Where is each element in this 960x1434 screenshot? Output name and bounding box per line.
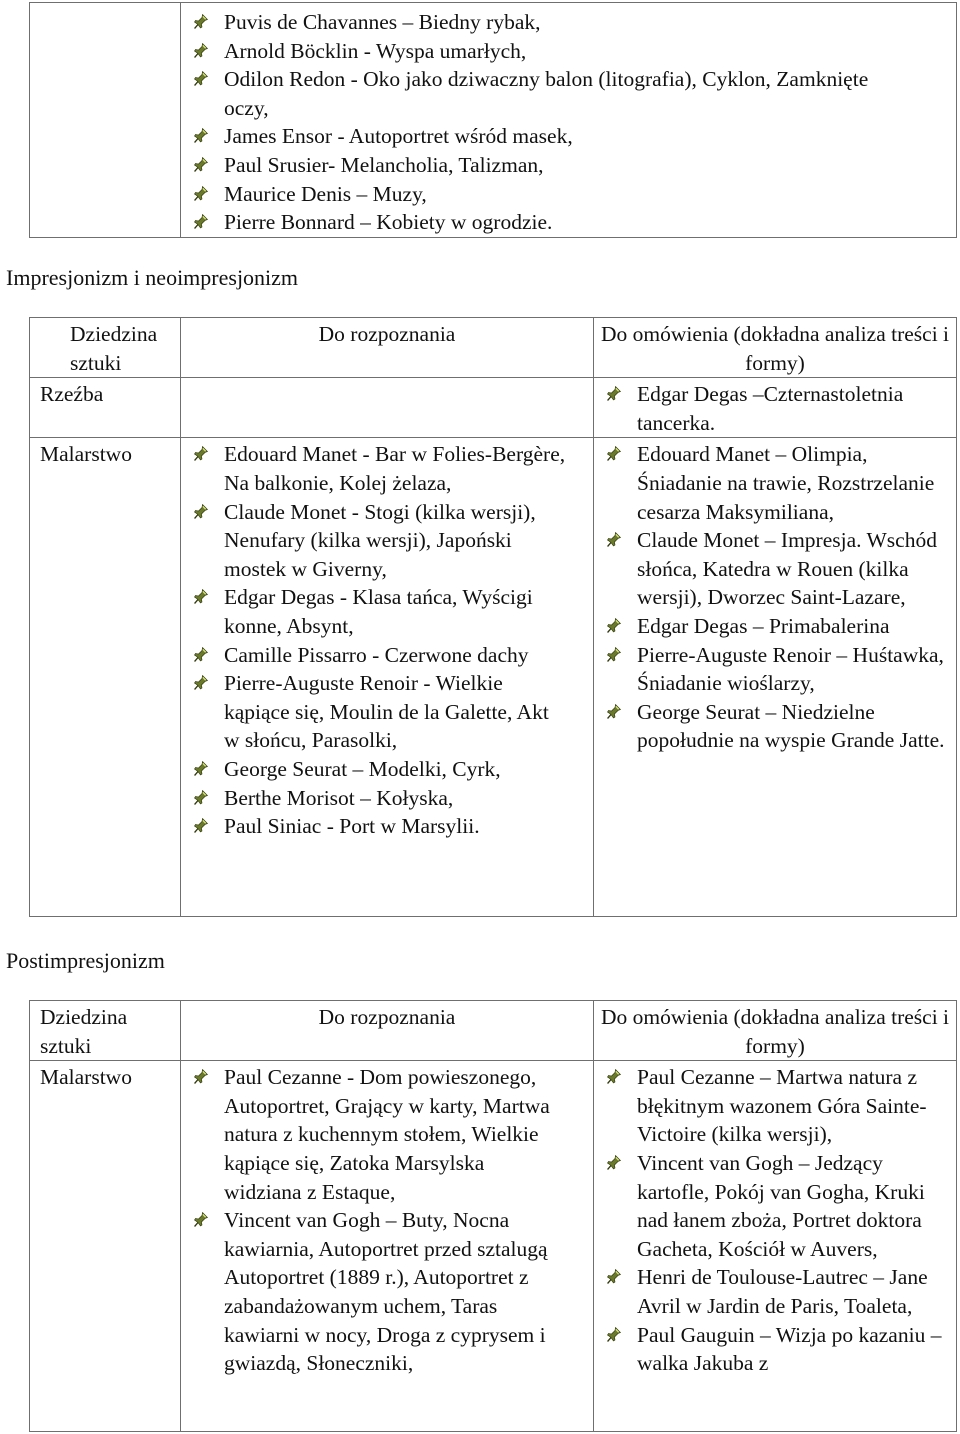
list-item — [181, 180, 906, 209]
pushpin-icon — [607, 1269, 621, 1284]
field-cell — [30, 1061, 181, 1432]
item-text: Odilon Redon - Oko jako dziwaczny balon (litografia), Cyklon, Zamknięte oczy, — [224, 67, 869, 120]
item-text: Claude Monet – Impresja. Wschód słońca, Katedra w Rouen (kilka wersji), Dworzec Saint-Lazare, — [637, 528, 937, 610]
item-text: Pierre-Auguste Renoir - Wielkie kąpiące się, Moulin de la Galette, Akt w słońcu, Parasolki, — [224, 671, 549, 753]
item-text: Camille Pissarro - Czerwone dachy — [224, 642, 529, 667]
item-text: Edgar Degas – Primabalerina — [637, 613, 890, 638]
item-text: Paul Gauguin – Wizja po kazaniu – walka Jakuba z — [637, 1322, 942, 1376]
pushpin-icon — [194, 71, 208, 86]
list-item — [181, 784, 569, 813]
list-item — [181, 37, 906, 66]
header-field-text: Dziedzina sztuki — [70, 322, 158, 375]
list-item — [594, 526, 950, 612]
discuss-cell — [594, 378, 957, 438]
recognize-list — [181, 440, 569, 840]
item-text: Paul Srusier- Melancholia, Talizman, — [224, 152, 544, 177]
pushpin-icon — [607, 386, 621, 401]
list-item — [181, 583, 569, 640]
header-recognize — [181, 1001, 594, 1061]
pushpin-icon — [607, 532, 621, 547]
pushpin-icon — [194, 186, 208, 201]
header-field-text: Dziedzina sztuki — [40, 1005, 128, 1058]
pushpin-icon — [194, 128, 208, 143]
header-recognize — [181, 318, 594, 378]
pushpin-icon — [194, 818, 208, 833]
item-text: Berthe Morisot – Kołyska, — [224, 785, 454, 810]
header-field — [30, 318, 181, 378]
field-cell — [30, 438, 181, 917]
list-item — [181, 641, 569, 670]
top-table-row — [30, 3, 957, 238]
pushpin-icon — [194, 1069, 208, 1084]
field-cell — [30, 378, 181, 438]
item-text: Edgar Degas - Klasa tańca, Wyścigi konne, Absynt, — [224, 585, 533, 638]
pushpin-icon — [607, 618, 621, 633]
list-item — [181, 151, 906, 180]
section-title-impresjonizm: Impresjonizm i neoimpresjonizm — [6, 265, 299, 290]
pushpin-icon — [194, 157, 208, 172]
list-item — [594, 380, 950, 437]
pushpin-icon — [194, 790, 208, 805]
item-text: Pierre Bonnard – Kobiety w ogrodzie. — [224, 210, 553, 235]
item-text: James Ensor - Autoportret wśród masek, — [224, 124, 573, 149]
header-discuss-text: Do omówienia (dokładna analiza treści i formy) — [600, 1005, 950, 1058]
header-discuss — [594, 318, 957, 378]
discuss-list — [594, 1063, 950, 1378]
pushpin-icon — [194, 647, 208, 662]
list-item — [181, 65, 906, 122]
item-text: Maurice Denis – Muzy, — [224, 181, 427, 206]
pushpin-icon — [194, 1212, 208, 1227]
discuss-list — [594, 380, 950, 437]
section-title-postimpresjonizm: Postimpresjonizm — [6, 948, 165, 973]
pushpin-icon — [607, 1155, 621, 1170]
header-discuss-text: Do omówienia (dokładna analiza treści i formy) — [600, 322, 950, 375]
list-item — [181, 755, 569, 784]
top-list — [181, 8, 906, 237]
pushpin-icon — [607, 704, 621, 719]
pushpin-icon — [607, 1069, 621, 1084]
field-text: Malarstwo — [40, 442, 132, 467]
item-text: Puvis de Chavannes – Biedny rybak, — [224, 10, 541, 34]
header-field — [30, 1001, 181, 1061]
postimpresjonizm-table — [29, 1000, 957, 1432]
list-item — [594, 698, 950, 755]
list-item — [594, 1063, 950, 1149]
item-text: Edouard Manet – Olimpia, Śniadanie na trawie, Rozstrzelanie cesarza Maksymiliana, — [637, 442, 935, 524]
item-text: Henri de Toulouse-Lautrec – Jane Avril w Jardin de Paris, Toaleta, — [637, 1265, 928, 1318]
list-item — [594, 641, 950, 698]
pushpin-icon — [194, 675, 208, 690]
discuss-list — [594, 440, 950, 755]
item-text: Paul Cezanne - Dom powieszonego, Autoportret, Grający w karty, Martwa natura z kuchennym stołem, Wielkie kąpiące się, Zatoka Marsylska widziana z Estaque, — [224, 1065, 550, 1204]
header-row — [30, 1001, 957, 1061]
list-item — [181, 498, 569, 584]
discuss-cell — [594, 438, 957, 917]
pushpin-icon — [607, 647, 621, 662]
top-table-empty-cell — [30, 3, 181, 238]
list-item — [594, 612, 950, 641]
list-item — [181, 669, 569, 755]
pushpin-icon — [607, 1327, 621, 1342]
list-item — [181, 1063, 565, 1206]
item-text: Vincent van Gogh – Buty, Nocna kawiarnia, Autoportret przed sztalugą Autoportret (1889 r.), Autoportret z zabandażowanym uchem, Taras kawiarni w nocy, Droga z cyprysem i gwiazdą, Słoneczniki, — [224, 1208, 548, 1376]
item-text: Paul Siniac - Port w Marsylii. — [224, 814, 480, 839]
recognize-cell — [181, 1061, 594, 1432]
pushpin-icon — [194, 761, 208, 776]
header-row — [30, 318, 957, 378]
header-recognize-text: Do rozpoznania — [318, 1005, 456, 1029]
item-text: George Seurat – Modelki, Cyrk, — [224, 756, 501, 781]
list-item — [181, 1206, 565, 1378]
item-text: George Seurat – Niedzielne popołudnie na wyspie Grande Jatte. — [637, 699, 945, 753]
item-text: Vincent van Gogh – Jedzący kartofle, Pokój van Gogha, Kruki nad łanem zboża, Portret doktora Gacheta, Kościół w Auvers, — [637, 1150, 925, 1261]
list-item — [594, 1321, 950, 1378]
header-recognize-text: Do rozpoznania — [318, 322, 456, 346]
list-item — [594, 440, 950, 526]
item-text: Edouard Manet - Bar w Folies-Bergère, Na balkonie, Kolej żelaza, — [224, 442, 566, 495]
item-text: Claude Monet - Stogi (kilka wersji), Nenufary (kilka wersji), Japoński mostek w Giverny, — [224, 499, 536, 581]
field-text: Malarstwo — [40, 1065, 132, 1090]
item-text: Arnold Böcklin - Wyspa umarłych, — [224, 38, 527, 63]
recognize-cell — [181, 438, 594, 917]
discuss-cell — [594, 1061, 957, 1432]
item-text: Paul Cezanne – Martwa natura z błękitnym wazonem Góra Sainte-Victoire (kilka wersji), — [637, 1065, 927, 1147]
item-text: Pierre-Auguste Renoir – Huśtawka, Śniadanie wioślarzy, — [637, 642, 944, 696]
pushpin-icon — [194, 43, 208, 58]
list-item — [181, 122, 906, 151]
table-row — [30, 1061, 957, 1432]
item-text: Edgar Degas –Czternastoletnia tancerka. — [637, 382, 904, 435]
field-text: Rzeźba — [40, 382, 104, 407]
pushpin-icon — [194, 589, 208, 604]
list-item — [181, 208, 906, 237]
top-table-list-cell — [181, 3, 957, 238]
table-row — [30, 378, 957, 438]
header-discuss — [594, 1001, 957, 1061]
pushpin-icon — [194, 14, 208, 29]
list-item — [181, 8, 906, 37]
table-row — [30, 438, 957, 917]
recognize-list — [181, 1063, 565, 1378]
list-item — [594, 1149, 950, 1263]
top-table — [29, 2, 957, 238]
list-item — [181, 440, 569, 497]
recognize-cell — [181, 378, 594, 438]
pushpin-icon — [194, 504, 208, 519]
list-item — [594, 1263, 950, 1320]
pushpin-icon — [194, 214, 208, 229]
list-item — [181, 812, 569, 841]
impresjonizm-table — [29, 317, 957, 917]
pushpin-icon — [607, 446, 621, 461]
pushpin-icon — [194, 446, 208, 461]
